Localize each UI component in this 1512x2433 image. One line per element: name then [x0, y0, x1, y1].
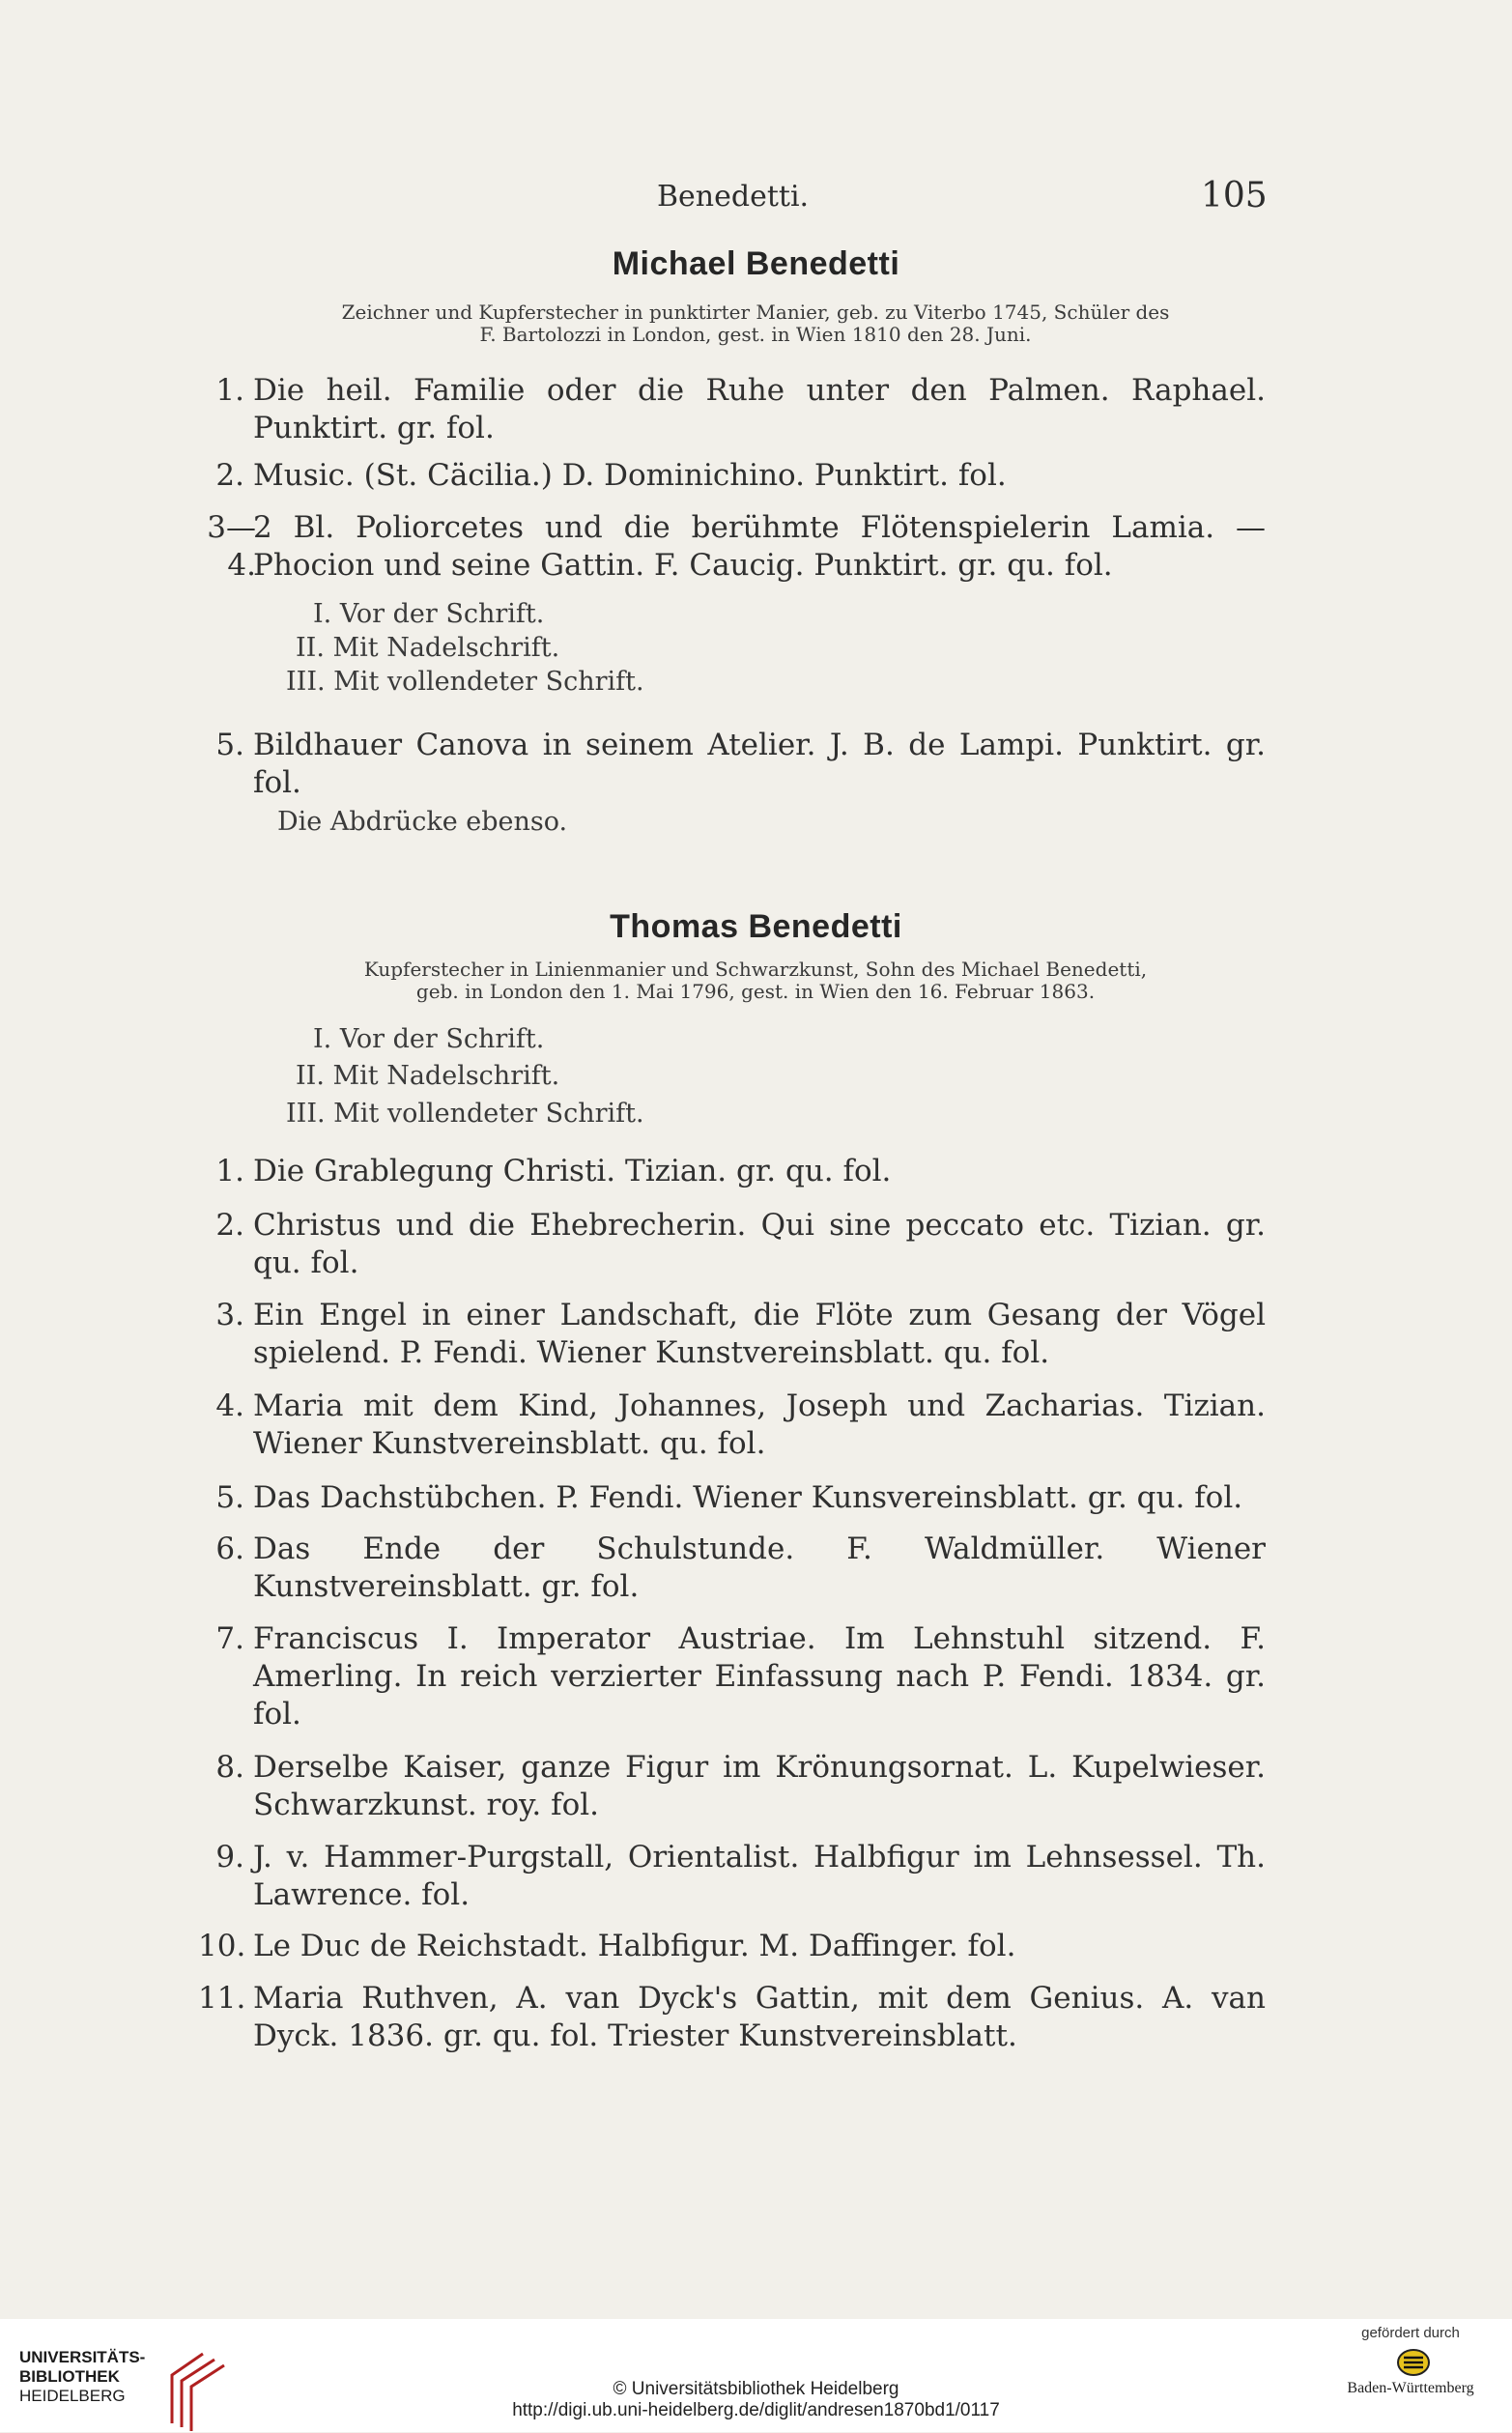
intro-line: F. Bartolozzi in London, gest. in Wien 1810 den 28. Juni. [479, 323, 1032, 346]
catalog-entry [198, 1620, 1266, 1733]
entry-text: Franciscus I. Imperator Austriae. Im Lehnstuhl sitzend. F. Amerling. In reich verzierter Einfassung nach P. Fendi. 1834. gr. fol. [253, 1621, 1266, 1732]
intro-line: Kupferstecher in Linienmanier und Schwarzkunst, Sohn des Michael Benedetti, [363, 958, 1148, 981]
section-intro-thomas [243, 959, 1268, 1003]
entry-text: Das Ende der Schulstunde. F. Waldmüller. Wiener Kunstvereinsblatt. gr. fol. [253, 1531, 1266, 1604]
intro-line: Zeichner und Kupferstecher in punktirter Manier, geb. zu Viterbo 1745, Schüler des [341, 301, 1170, 324]
catalog-entry [198, 372, 1266, 447]
state-line: III. Mit vollendeter Schrift. [286, 667, 644, 697]
entry-text: Das Dachstübchen. P. Fendi. Wiener Kunsvereinsblatt. gr. qu. fol. [253, 1480, 1243, 1515]
catalog-entry [198, 1153, 1266, 1190]
entry-text: Die heil. Familie oder die Ruhe unter den Palmen. Raphael. Punktirt. gr. fol. [253, 373, 1266, 445]
entry-number: 10. [198, 1929, 246, 1963]
sponsor-label: gefördert durch [1361, 2325, 1460, 2341]
entry-text: Die Grablegung Christi. Tizian. gr. qu. fol. [253, 1154, 892, 1188]
catalog-entry [198, 1388, 1266, 1463]
state-line: III. Mit vollendeter Schrift. [286, 1099, 644, 1129]
entry-text: J. v. Hammer-Purgstall, Orientalist. Halbfigur im Lehnsessel. Th. Lawrence. fol. [253, 1840, 1266, 1912]
state-seal-icon [1396, 2348, 1431, 2377]
catalog-entry [198, 1980, 1266, 2055]
entry-number: 7. [215, 1621, 244, 1656]
entry-text: Music. (St. Cäcilia.) D. Dominichino. Punktirt. fol. [253, 458, 1007, 493]
logo-line: BIBLIOTHEK [19, 2367, 120, 2386]
footer-bar [0, 2319, 1512, 2432]
entry-number: 2. [215, 458, 244, 493]
logo-line: UNIVERSITÄTS- [19, 2348, 146, 2366]
running-head-title: Benedetti. [657, 180, 810, 214]
section-intro-michael [243, 301, 1268, 346]
entry-number: 3—4. [207, 510, 256, 583]
entry-number: 1. [215, 1154, 244, 1188]
entry-number: 5. [215, 728, 244, 762]
state-line: II. Mit Nadelschrift. [296, 633, 560, 663]
permalink-url[interactable]: http://digi.ub.uni-heidelberg.de/diglit/andresen1870bd1/0117 [512, 2400, 1000, 2420]
sponsor-name: Baden-Württemberg [1347, 2380, 1474, 2396]
entry-text: Maria mit dem Kind, Johannes, Joseph und Zacharias. Tizian. Wiener Kunstvereinsblatt. qu. fol. [253, 1388, 1266, 1461]
entry-number: 11. [198, 1981, 246, 2016]
catalog-entry [198, 1839, 1266, 1914]
intro-line: geb. in London den 1. Mai 1796, gest. in Wien den 16. Februar 1863. [415, 980, 1096, 1003]
page-number: 105 [1201, 176, 1268, 215]
entry-text: Maria Ruthven, A. van Dyck's Gattin, mit dem Genius. A. van Dyck. 1836. gr. qu. fol. Triester Kunstvereinsblatt. [253, 1981, 1266, 2053]
entry-number: 3. [215, 1298, 244, 1332]
entry-text: Le Duc de Reichstadt. Halbfigur. M. Daffinger. fol. [253, 1929, 1016, 1963]
entry-number: 5. [215, 1480, 244, 1515]
entry-number: 1. [215, 373, 244, 408]
entry-number: 9. [215, 1840, 244, 1875]
catalog-entry [198, 1207, 1266, 1282]
entry-text: Christus und die Ehebrecherin. Qui sine peccato etc. Tizian. gr. qu. fol. [253, 1208, 1266, 1280]
catalog-entry [198, 727, 1266, 802]
catalog-entry [198, 1749, 1266, 1824]
entry-text: 2 Bl. Poliorcetes und die berühmte Flötenspielerin Lamia. — Phocion und seine Gattin. F. Caucig. Punktirt. gr. qu. fol. [253, 510, 1266, 583]
logo-line: HEIDELBERG [19, 2387, 126, 2405]
section-title-michael: Michael Benedetti [612, 245, 900, 282]
catalog-entry [198, 509, 1266, 585]
entry-number: 4. [215, 1388, 244, 1423]
sponsor-block [1319, 2325, 1502, 2397]
catalog-entry [198, 1479, 1266, 1517]
catalog-entry [198, 457, 1266, 495]
entry-text: Bildhauer Canova in seinem Atelier. J. B. de Lampi. Punktirt. gr. fol. [253, 728, 1266, 800]
copyright-text: © Universitätsbibliothek Heidelberg [613, 2379, 899, 2399]
running-head [0, 176, 1512, 226]
entry-number: 6. [215, 1531, 244, 1566]
state-line: I. Vor der Schrift. [313, 599, 545, 629]
catalog-entry [198, 1928, 1266, 1965]
catalog-entry [198, 1297, 1266, 1372]
note-line: Die Abdrücke ebenso. [277, 807, 568, 837]
catalog-entry [198, 1531, 1266, 1606]
state-line: I. Vor der Schrift. [313, 1024, 545, 1054]
section-title-thomas: Thomas Benedetti [610, 908, 902, 945]
entry-number: 8. [215, 1750, 244, 1785]
entry-text: Derselbe Kaiser, ganze Figur im Krönungsornat. L. Kupelwieser. Schwarzkunst. roy. fol. [253, 1750, 1266, 1822]
state-line: II. Mit Nadelschrift. [296, 1061, 560, 1091]
entry-text: Ein Engel in einer Landschaft, die Flöte zum Gesang der Vögel spielend. P. Fendi. Wiener Kunstvereinsblatt. qu. fol. [253, 1298, 1266, 1370]
entry-number: 2. [215, 1208, 244, 1243]
